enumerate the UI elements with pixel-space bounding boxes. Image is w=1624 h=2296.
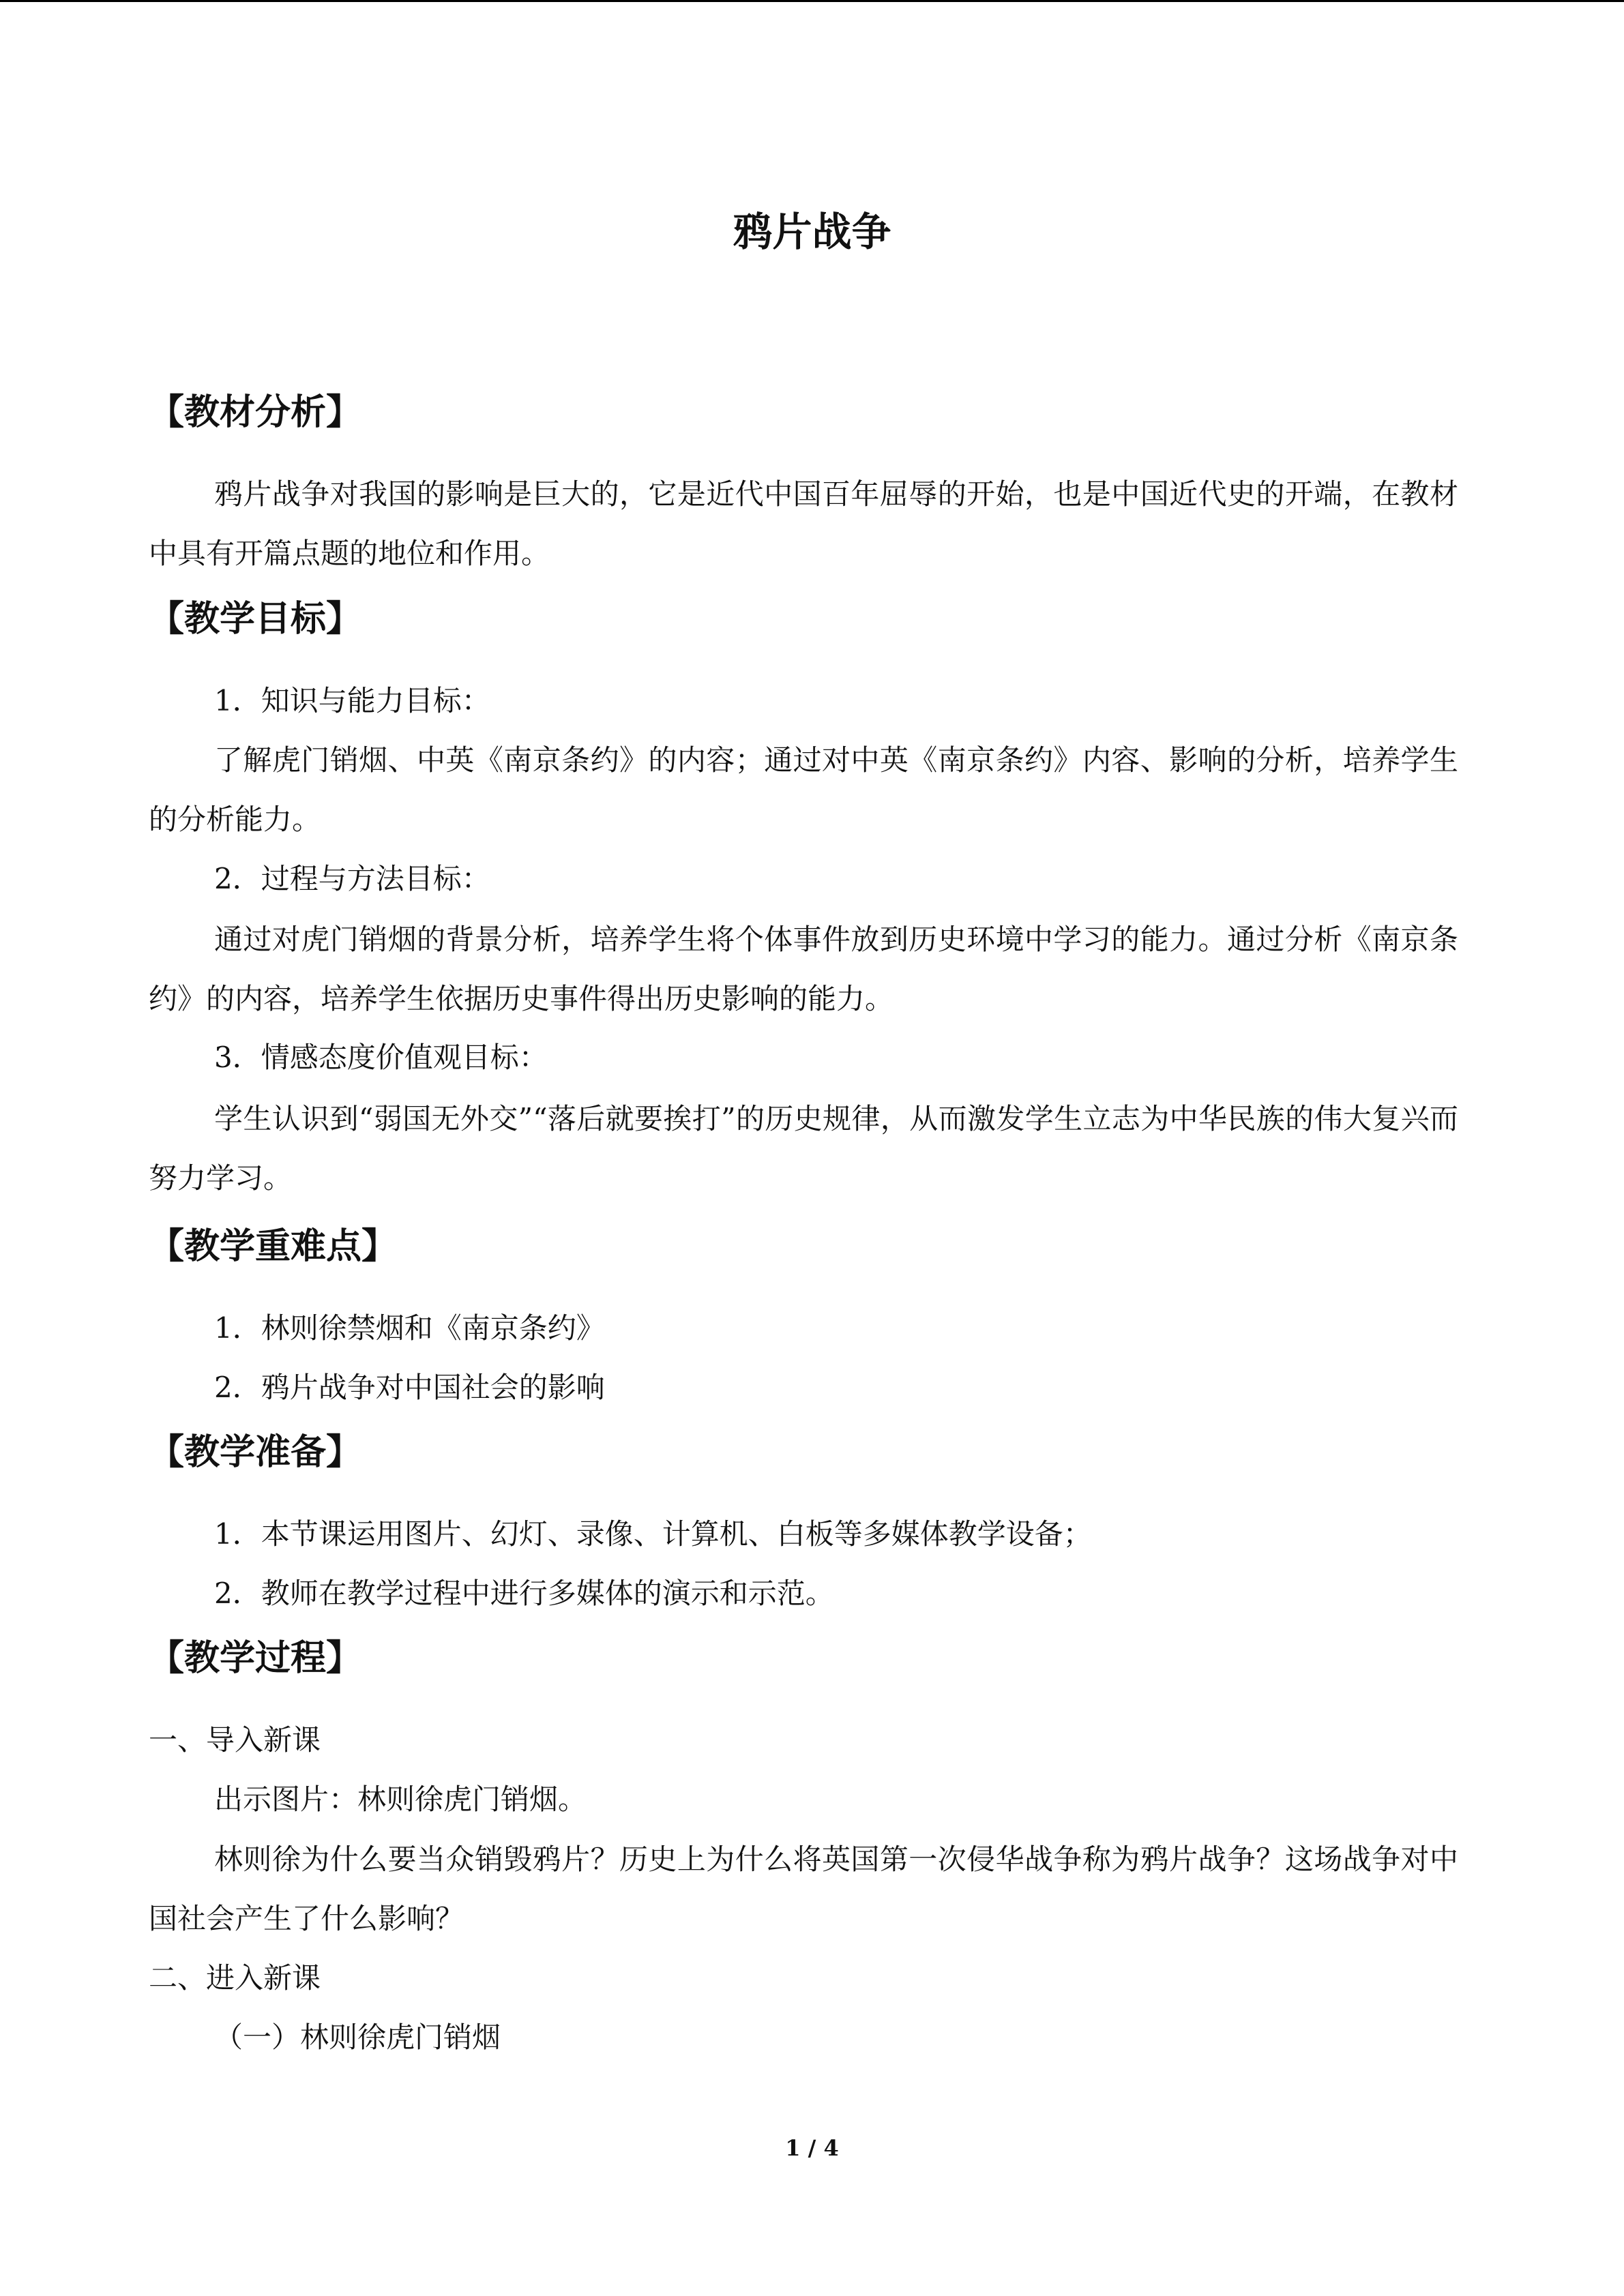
process-part2-subsection-1: （一）林则徐虎门销烟 [214,2021,501,2054]
heading-teaching-goals: 【教学目标】 [149,599,362,640]
page-number: 1 / 4 [785,2135,839,2161]
goal3-text: 学生认识到“弱国无外交”“落后就要挨打”的历史规律，从而激发学生立志为中华民族的伟大复兴而努力学习。 [149,1102,1458,1195]
goal2-title: 2．过程与方法目标： [214,862,490,895]
preparation-item-1: 1．本节课运用图片、幻灯、录像、计算机、白板等多媒体教学设备； [214,1517,1092,1551]
process-part1-title: 一、导入新课 [149,1723,321,1757]
process-part2-title: 二、进入新课 [149,1961,321,1995]
heading-materials-analysis: 【教材分析】 [149,392,362,433]
goal2-text: 通过对虎门销烟的背景分析，培养学生将个体事件放到历史环境中学习的能力。通过分析《南京条约》的内容，培养学生依据历史事件得出历史影响的能力。 [149,923,1458,1015]
heading-teaching-process: 【教学过程】 [149,1638,362,1679]
key-point-1: 1．林则徐禁烟和《南京条约》 [214,1311,605,1345]
key-point-2: 2．鸦片战争对中国社会的影响 [214,1371,605,1404]
goal3-title: 3．情感态度价值观目标： [214,1041,548,1074]
heading-preparation: 【教学准备】 [149,1432,362,1473]
process-part1-line1: 出示图片：林则徐虎门销烟。 [214,1783,587,1816]
paragraph-materials-analysis: 鸦片战争对我国的影响是巨大的，它是近代中国百年屈辱的开始，也是中国近代史的开端，在教材中具有开篇点题的地位和作用。 [149,477,1458,570]
preparation-item-2: 2．教师在教学过程中进行多媒体的演示和示范。 [214,1577,834,1610]
goal1-title: 1．知识与能力目标： [214,684,490,717]
process-part1-paragraph: 林则徐为什么要当众销毁鸦片？历史上为什么将英国第一次侵华战争称为鸦片战争？这场战争对中国社会产生了什么影响？ [149,1843,1458,1935]
document-title: 鸦片战争 [733,209,891,255]
heading-key-points: 【教学重难点】 [149,1226,398,1267]
goal1-text: 了解虎门销烟、中英《南京条约》的内容；通过对中英《南京条约》内容、影响的分析，培养学生的分析能力。 [149,743,1458,836]
